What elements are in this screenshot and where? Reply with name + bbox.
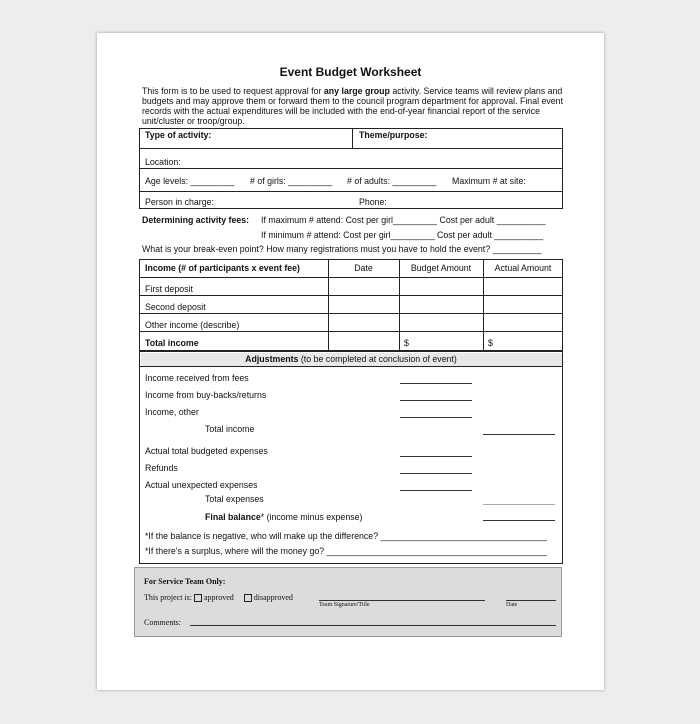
team-signature-label: Team Signature/Title	[319, 602, 370, 608]
negative-balance-line[interactable]: *If the balance is negative, who will make up the difference? __________________________________	[145, 531, 547, 541]
final-balance-line[interactable]	[483, 520, 555, 521]
adjust-total-income-line[interactable]	[483, 434, 555, 435]
comments-line[interactable]	[190, 625, 556, 626]
date-column-header: Date	[354, 263, 373, 273]
document-page	[97, 33, 604, 690]
date-label: Date	[506, 602, 518, 608]
project-status: This project is: approved disapproved	[144, 593, 293, 602]
phone-label: Phone:	[359, 197, 387, 207]
table-row: Other income (describe)	[145, 320, 240, 330]
max-at-site-label: Maximum # at site:	[452, 176, 526, 186]
income-received-fees-line[interactable]	[400, 383, 472, 384]
break-even-line[interactable]: What is your break-even point? How many registrations must you have to hold the event? __________	[142, 244, 542, 254]
surplus-line[interactable]: *If there's a surplus, where will the money go? _____________________________________________	[145, 546, 547, 556]
actual-total-dollar: $	[488, 338, 493, 348]
income-buybacks-label: Income from buy-backs/returns	[145, 390, 267, 400]
page-title: Event Budget Worksheet	[279, 65, 422, 79]
age-levels-field[interactable]: Age levels: _________	[145, 176, 235, 186]
adjustments-header: Adjustments (to be completed at conclusion of event)	[245, 354, 457, 364]
unexpected-expenses-label: Actual unexpected expenses	[145, 480, 258, 490]
service-team-title: For Service Team Only:	[144, 577, 226, 586]
income-received-fees-label: Income received from fees	[145, 373, 249, 383]
adjust-total-income-label: Total income	[205, 424, 255, 434]
approved-checkbox[interactable]	[194, 594, 202, 602]
disapproved-checkbox[interactable]	[244, 594, 252, 602]
activity-fees-label: Determining activity fees:	[142, 215, 250, 225]
theme-label: Theme/purpose:	[359, 130, 428, 140]
min-attend-line[interactable]: If minimum # attend: Cost per girl_________ Cost per adult __________	[261, 230, 544, 240]
total-expenses-line[interactable]	[483, 504, 555, 505]
income-column-header: Income (# of participants x event fee)	[145, 263, 300, 273]
person-in-charge-label: Person in charge:	[145, 197, 214, 207]
budget-total-dollar: $	[404, 338, 409, 348]
budget-amount-column-header: Budget Amount	[410, 263, 472, 273]
budgeted-expenses-label: Actual total budgeted expenses	[145, 446, 268, 456]
comments-label: Comments:	[144, 618, 181, 627]
location-label: Location:	[145, 157, 181, 167]
income-buybacks-line[interactable]	[400, 400, 472, 401]
team-signature-line[interactable]	[319, 600, 485, 601]
total-expenses-label: Total expenses	[205, 494, 264, 504]
table-row: First deposit	[145, 284, 193, 294]
refunds-label: Refunds	[145, 463, 178, 473]
girls-count-field[interactable]: # of girls: _________	[250, 176, 333, 186]
refunds-line[interactable]	[400, 473, 472, 474]
final-balance-label: Final balance* (income minus expense)	[205, 512, 363, 522]
adults-count-field[interactable]: # of adults: _________	[347, 176, 437, 186]
date-signature-line[interactable]	[506, 600, 556, 601]
income-other-line[interactable]	[400, 417, 472, 418]
total-income-row-label: Total income	[145, 338, 199, 348]
budgeted-expenses-line[interactable]	[400, 456, 472, 457]
max-attend-line[interactable]: If maximum # attend: Cost per girl_________ Cost per adult __________	[261, 215, 546, 225]
table-row: Second deposit	[145, 302, 206, 312]
intro-paragraph: This form is to be used to request approval for any large group activity. Service teams will review plans and budgets and may approve them or forward them to the council program department for approval. Final event records with the actual expenditures will be included with the end-of-year financial report of the service unit/cluster or troop/group.	[142, 86, 564, 126]
unexpected-expenses-line[interactable]	[400, 490, 472, 491]
income-other-label: Income, other	[145, 407, 199, 417]
actual-amount-column-header: Actual Amount	[494, 263, 552, 273]
type-of-activity-label: Type of activity:	[145, 130, 212, 140]
